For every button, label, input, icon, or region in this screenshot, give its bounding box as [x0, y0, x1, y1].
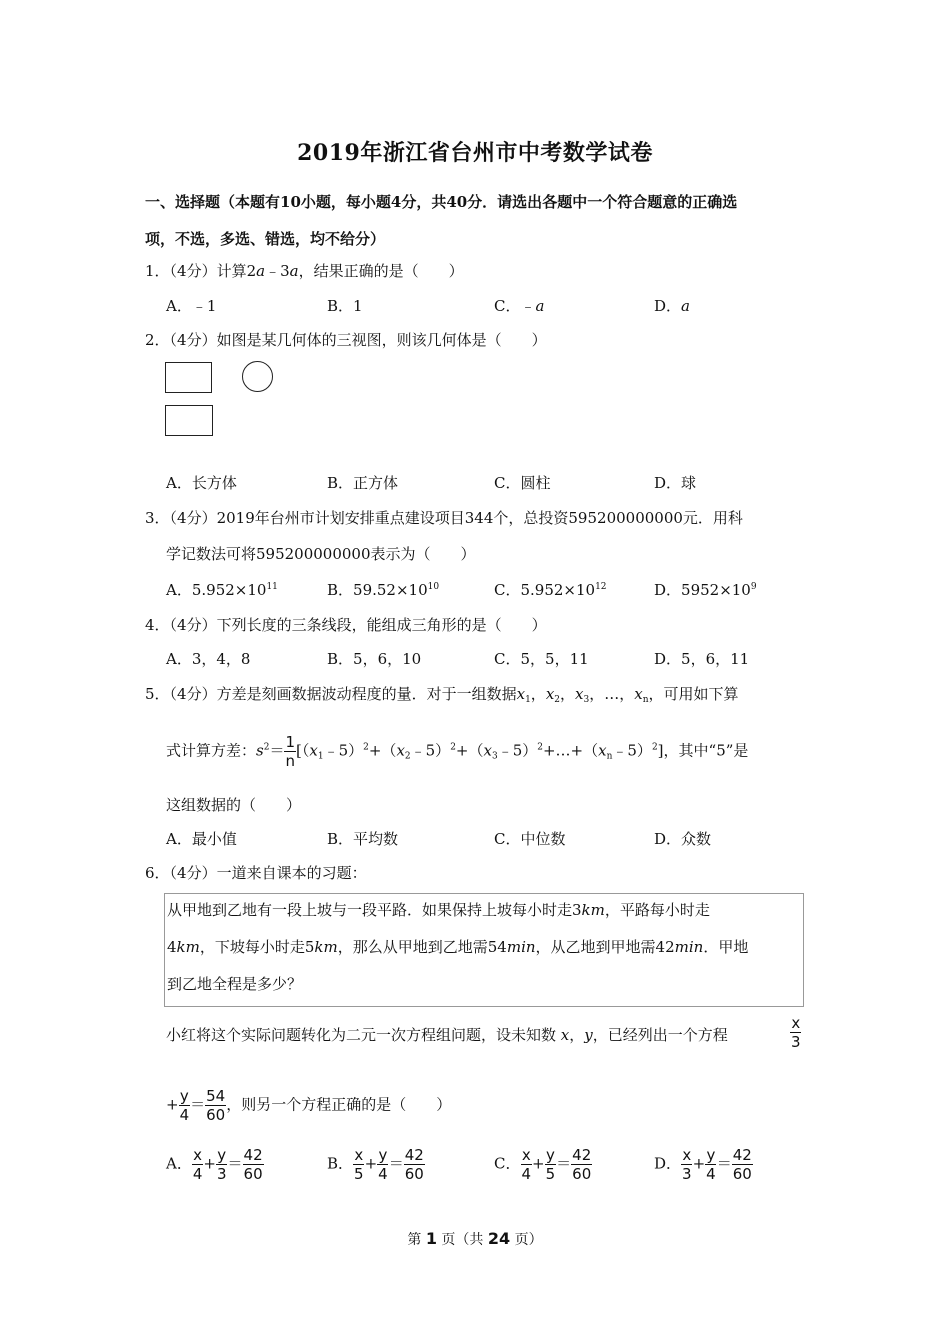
fraction: [243, 1146, 264, 1183]
fraction-den: 3: [216, 1165, 227, 1183]
q1-option-a: A．﹣1: [166, 297, 217, 315]
q5-fraction-num: 1: [285, 733, 296, 751]
q5-sup: 2: [450, 742, 456, 753]
q5-sub: 2: [554, 695, 561, 705]
q1-text-suffix: ，结果正确的是（ ）: [298, 262, 464, 280]
q6-option-a: [166, 1146, 264, 1183]
q5-term: ﹣5）: [612, 741, 652, 760]
unit-min: min: [506, 938, 536, 956]
q3-option-b-exp: 10: [427, 582, 440, 592]
exercise-text: ．甲地: [703, 938, 749, 956]
plus-sign: +: [692, 1154, 706, 1173]
q3-option-b-base: B．59.52×10: [327, 581, 428, 599]
q5-tail: +…+（: [542, 741, 599, 760]
fraction-num: y: [706, 1146, 716, 1164]
side-view-circle: [242, 361, 273, 392]
fraction-num: x: [193, 1146, 203, 1164]
fraction-num: x: [521, 1146, 531, 1164]
fraction: [681, 1146, 693, 1183]
q1-var: a: [256, 262, 266, 280]
section-heading-line2: 项，不选，多选、错选，均不给分）: [145, 230, 386, 248]
q5-sub: 2: [404, 751, 411, 762]
question-5-line1: [145, 683, 739, 704]
q1-option-d-var: a: [681, 297, 690, 315]
plus-sign: +: [532, 1154, 545, 1173]
fraction-den: 4: [706, 1165, 716, 1183]
q1-text: 1．（4分）计算2: [145, 262, 257, 280]
q5-var-x: x: [545, 685, 555, 703]
question-6-line2: [166, 1087, 451, 1124]
page-footer: [0, 1229, 950, 1249]
question-2: 2．（4分）如图是某几何体的三视图，则该几何体是（ ）: [145, 331, 547, 349]
q5-sup: 2: [651, 742, 658, 753]
q1-option-c-var: a: [535, 297, 545, 315]
q5-var-s: s: [256, 741, 264, 760]
fraction-den: 60: [404, 1165, 424, 1183]
q4-option-c: C．5，5，11: [494, 650, 589, 668]
fraction-den: 60: [206, 1106, 226, 1124]
q5-option-b: B．平均数: [327, 830, 399, 848]
q5-sub: 1: [525, 695, 531, 705]
fraction-den: 4: [521, 1165, 532, 1183]
q5-sep: ，: [560, 685, 576, 703]
unit-km: km: [314, 938, 338, 956]
q5-sup: 2: [537, 742, 543, 753]
q5-plus: +（: [455, 741, 484, 760]
q5-option-c: C．中位数: [494, 830, 566, 848]
question-1: [145, 260, 464, 281]
fraction-den: 5: [354, 1165, 364, 1183]
q5-var-x: x: [483, 741, 492, 760]
q5-fraction: [284, 733, 296, 770]
q3-option-a: [166, 579, 278, 600]
fraction-num: y: [217, 1146, 227, 1164]
section-heading-line1: 一、选择题（本题有10小题，每小题4分，共40分．请选出各题中一个符合题意的正确选: [145, 193, 738, 211]
fraction: [216, 1146, 228, 1183]
top-view-rectangle: [165, 405, 213, 436]
option-label: A．: [166, 1154, 192, 1173]
q5-text: 5．（4分）方差是刻画数据波动程度的量．对于一组数据: [145, 685, 517, 703]
q5-option-a: A．最小值: [166, 830, 237, 848]
q1-option-d-label: D．: [654, 297, 682, 315]
total-pages: 24: [487, 1229, 511, 1248]
fraction-den: 3: [682, 1165, 692, 1183]
fraction-num: 42: [404, 1146, 424, 1164]
q5-text: 式计算方差：: [166, 741, 257, 760]
fraction-num: x: [682, 1146, 692, 1164]
exercise-line3: 到乙地全程是多少？: [167, 975, 303, 993]
fraction: [205, 1087, 226, 1124]
fraction-den: 60: [243, 1165, 263, 1183]
q3-option-d-exp: 9: [750, 582, 757, 592]
fraction-den: 4: [192, 1165, 203, 1183]
question-6: 6．（4分）一道来自课本的习题：: [145, 864, 367, 882]
q5-sub: n: [606, 751, 613, 762]
q4-option-a: A．3，4，8: [166, 650, 251, 668]
q3-option-b: [327, 579, 439, 600]
q1-text-mid: ﹣3: [265, 262, 290, 280]
q1-option-c-label: C．﹣: [494, 297, 536, 315]
q3-option-a-base: A．5.952×10: [166, 581, 267, 599]
page-number: 1: [425, 1229, 437, 1248]
fraction-den: 5: [545, 1165, 556, 1183]
fraction-num: x: [354, 1146, 364, 1164]
q5-text-post: ]，其中“5”是: [657, 741, 749, 760]
q5-term: ﹣5）: [410, 741, 451, 760]
footer-text: 页）: [510, 1232, 543, 1248]
fraction-num: y: [378, 1146, 388, 1164]
q6-var-x: x: [560, 1026, 570, 1044]
q5-sep: ，: [530, 685, 546, 703]
footer-text: 页（共: [436, 1232, 488, 1248]
question-3-line1: 3．（4分）2019年台州市计划安排重点建设项目344个，总投资595200000000元．用科: [145, 509, 743, 527]
q5-var-x: x: [396, 741, 405, 760]
q2-option-b: B．正方体: [327, 474, 399, 492]
question-6-line1: 小红将这个实际问题转化为二元一次方程组问题，设未知数 x，y，已经列出一个方程: [166, 1026, 728, 1044]
fraction-num: 42: [732, 1146, 752, 1164]
q5-var-x: x: [598, 741, 607, 760]
q5-sub: 1: [317, 751, 324, 762]
equals-sign: ＝: [556, 1154, 572, 1173]
footer-text: 第: [407, 1232, 426, 1248]
q5-var-x: x: [575, 685, 584, 703]
fraction: [705, 1146, 717, 1183]
fraction: [179, 1087, 191, 1124]
q4-option-d: D．5，6，11: [654, 650, 750, 668]
q3-option-d-base: D．5952×10: [654, 581, 751, 599]
q5-equals: ＝: [269, 741, 285, 760]
q2-option-d: D．球: [654, 474, 697, 492]
exercise-text: ，从乙地到甲地需42: [535, 938, 675, 956]
q3-option-c-exp: 12: [595, 582, 607, 592]
exercise-text: ，那么从甲地到乙地需54: [337, 938, 507, 956]
q4-option-b: B．5，6，10: [327, 650, 422, 668]
question-4: 4．（4分）下列长度的三条线段，能组成三角形的是（ ）: [145, 616, 547, 634]
q5-fraction-den: n: [285, 752, 295, 770]
q5-sup: 2: [263, 742, 270, 753]
q5-paren: [（: [296, 741, 310, 760]
q3-option-c: [494, 579, 607, 600]
question-5-line3: 这组数据的（ ）: [166, 796, 302, 814]
option-label: B．: [327, 1154, 354, 1173]
q3-option-d: [654, 579, 757, 600]
q1-option-d: [654, 295, 690, 316]
equals-sign: ＝: [716, 1154, 732, 1173]
q5-sub: n: [642, 695, 649, 705]
fraction: [520, 1146, 532, 1183]
plus-sign: +: [203, 1154, 216, 1173]
plus-sign: +: [364, 1154, 378, 1173]
q6-text: 小红将这个实际问题转化为二元一次方程组问题，设未知数: [166, 1026, 557, 1044]
q5-text-post: ，可用如下算: [648, 685, 739, 703]
fraction: [377, 1146, 389, 1183]
exercise-text: 4: [167, 938, 177, 956]
fraction: [192, 1146, 204, 1183]
fraction-num: 54: [206, 1087, 226, 1105]
q5-ellipsis: …，: [604, 685, 635, 703]
fraction: [353, 1146, 365, 1183]
q2-option-c: C．圆柱: [494, 474, 551, 492]
q5-plus: +（: [368, 741, 397, 760]
q5-var-x: x: [634, 685, 643, 703]
exercise-text: 从甲地到乙地有一段上坡与一段平路．如果保持上坡每小时走3: [167, 901, 582, 919]
q3-option-c-base: C．5.952×10: [494, 581, 596, 599]
q5-term: ﹣5）: [497, 741, 538, 760]
fraction-den: 3: [791, 1033, 801, 1051]
fraction-num: 42: [572, 1146, 592, 1164]
q6-option-b: [327, 1146, 425, 1183]
unit-km: km: [176, 938, 200, 956]
fraction-den: 4: [179, 1106, 190, 1124]
fraction-num: x: [791, 1014, 801, 1032]
q5-option-d: D．众数: [654, 830, 712, 848]
unit-km: km: [581, 901, 605, 919]
q5-term: ﹣5）: [323, 741, 364, 760]
fraction-den: 4: [378, 1165, 388, 1183]
plus-sign: +: [166, 1095, 179, 1114]
option-label: C．: [494, 1154, 521, 1173]
question-3-line2: 学记数法可将595200000000表示为（ ）: [166, 545, 476, 563]
q1-var: a: [289, 262, 299, 280]
q5-sep: ，: [589, 685, 605, 703]
q5-sub: 3: [491, 751, 498, 762]
fraction: [545, 1146, 557, 1183]
fraction: [571, 1146, 592, 1183]
fraction-num: y: [545, 1146, 555, 1164]
q6-option-c: [494, 1146, 592, 1183]
q3-option-a-exp: 11: [266, 582, 278, 592]
equals-sign: ＝: [227, 1154, 243, 1173]
q5-var-x: x: [309, 741, 318, 760]
q5-sub: 3: [583, 695, 590, 705]
question-5-formula-line: [166, 733, 748, 770]
q5-var-x: x: [516, 685, 526, 703]
exercise-line2: [167, 936, 748, 957]
exercise-text: ，平路每小时走: [604, 901, 710, 919]
fraction: [404, 1146, 425, 1183]
q2-option-a: A．长方体: [166, 474, 237, 492]
page-title: 2019年浙江省台州市中考数学试卷: [297, 140, 653, 166]
q6-text-post: ，已经列出一个方程: [592, 1026, 728, 1044]
fraction-den: 60: [732, 1165, 752, 1183]
q1-option-c: [494, 295, 544, 316]
q6-option-d: [654, 1146, 753, 1183]
fraction-den: 60: [572, 1165, 592, 1183]
fraction-num: 42: [243, 1146, 263, 1164]
q6-var-y: y: [584, 1026, 593, 1044]
q5-sup: 2: [363, 742, 369, 753]
fraction-num: y: [179, 1087, 189, 1105]
q6-equation-fraction-1: [790, 1014, 802, 1051]
option-label: D．: [654, 1154, 682, 1173]
equals-sign: ＝: [388, 1154, 404, 1173]
front-view-rectangle: [165, 362, 212, 393]
equals-sign: ＝: [190, 1095, 206, 1114]
q6-text-post: ，则另一个方程正确的是（ ）: [226, 1095, 452, 1114]
exercise-line1: [167, 899, 710, 920]
unit-min: min: [674, 938, 704, 956]
exercise-text: ，下坡每小时走5: [199, 938, 315, 956]
fraction: [732, 1146, 753, 1183]
q1-option-b: B．1: [327, 297, 363, 315]
fraction: [790, 1014, 802, 1051]
